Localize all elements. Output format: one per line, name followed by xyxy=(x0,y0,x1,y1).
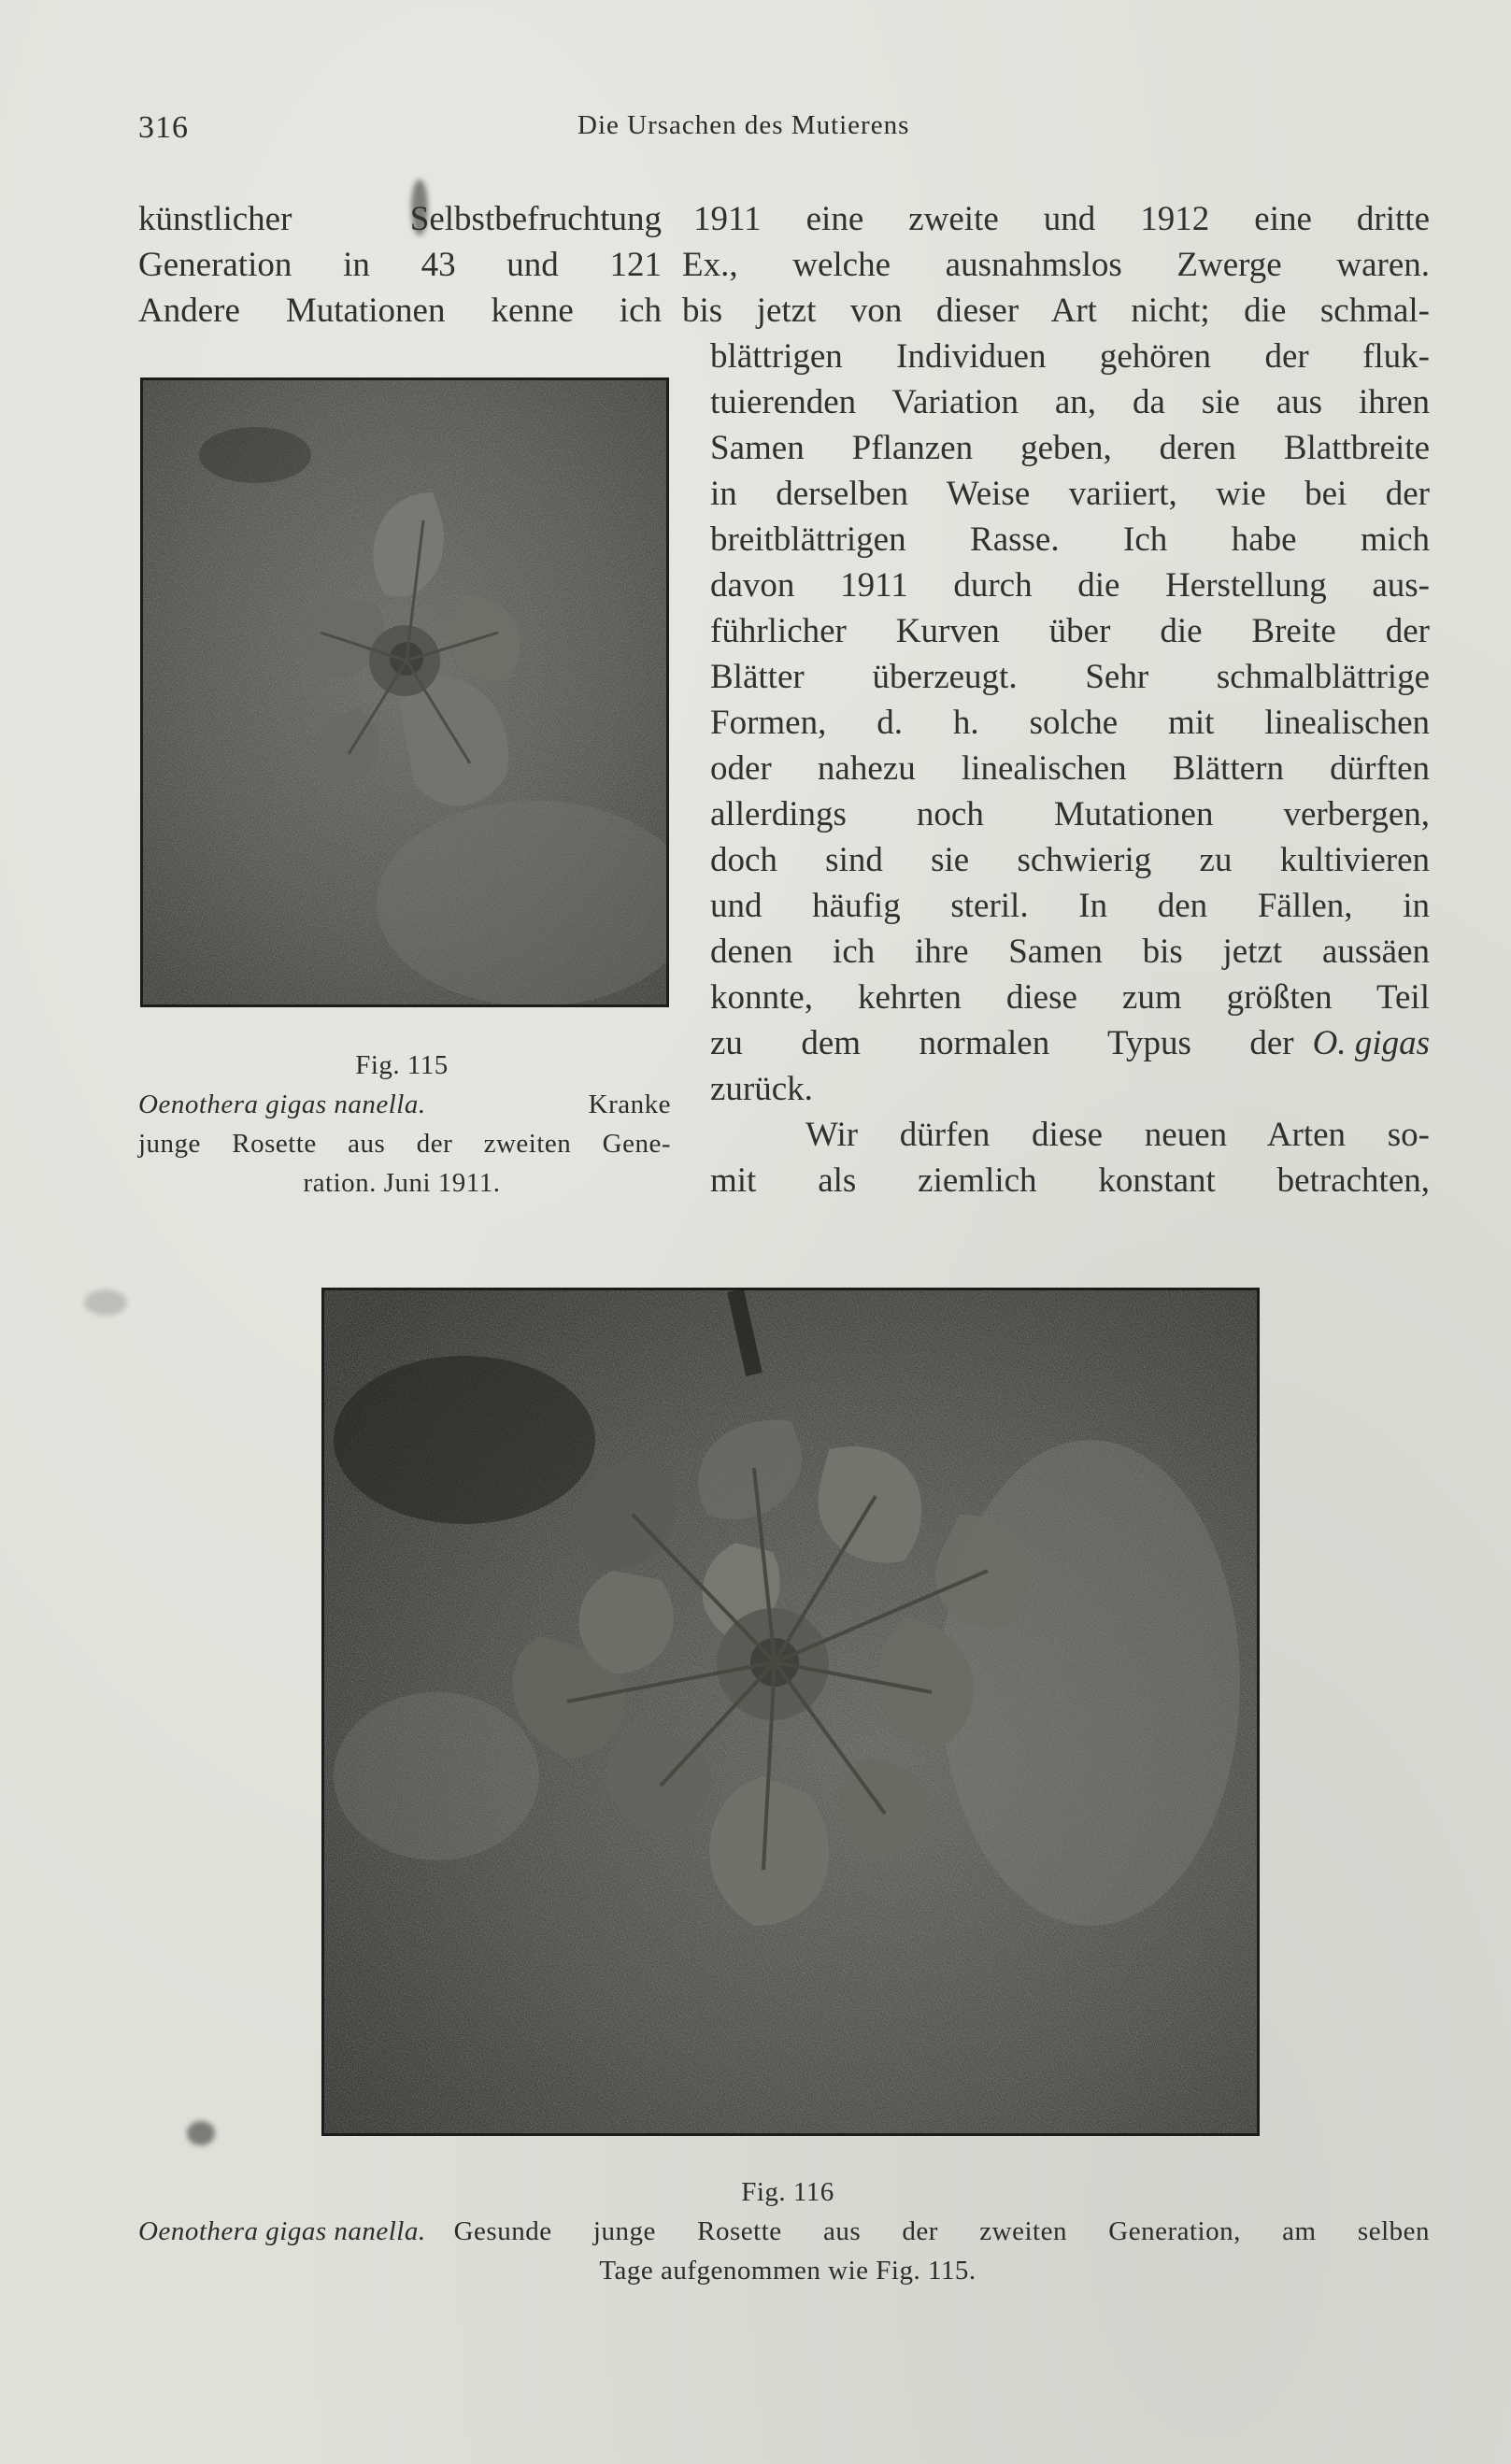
rosette-photo-small xyxy=(143,380,666,1004)
running-head: Die Ursachen des Mutierens xyxy=(577,110,910,140)
right-line: blättrigen Individuen gehören der fluk- xyxy=(710,337,1430,376)
right-line: breitblättrigen Rasse. Ich habe mich xyxy=(710,520,1430,559)
right-line: konnte, kehrten diese zum größten Teil xyxy=(710,978,1430,1017)
figure-115-label: Fig. 115 xyxy=(355,1050,449,1080)
right-line: Wir dürfen diese neuen Arten so- xyxy=(805,1116,1430,1154)
right-line: Formen, d. h. solche mit linealischen xyxy=(710,704,1430,742)
species-name: O. gigas xyxy=(1312,1024,1430,1062)
figure-115-caption-line-2: junge Rosette aus der zweiten Gene- xyxy=(138,1129,671,1159)
right-line: und häufig steril. In den Fällen, in xyxy=(710,887,1430,925)
right-line: Ex., welche ausnahmslos Zwerge waren. xyxy=(682,246,1430,284)
figure-115-species: Oenothera gigas nanella. xyxy=(138,1090,426,1119)
right-line: zurück. xyxy=(710,1070,813,1108)
page-header xyxy=(138,110,1437,157)
right-line: oder nahezu linealischen Blättern dürften xyxy=(710,749,1430,788)
figure-116-species: Oenothera gigas nanella. xyxy=(138,2216,426,2246)
figure-116-caption-line-1 xyxy=(138,2213,1430,2250)
right-line: führlicher Kurven über die Breite der xyxy=(710,612,1430,650)
rosette-photo-large xyxy=(324,1290,1257,2133)
right-line: in derselben Weise variiert, wie bei der xyxy=(710,475,1430,513)
figure-115-caption-text: Kranke xyxy=(588,1090,671,1119)
right-line: mit als ziemlich konstant betrachten, xyxy=(710,1161,1430,1200)
right-line-text: zu dem normalen Typus der xyxy=(710,1024,1294,1062)
figure-115-caption-line-1 xyxy=(138,1086,671,1123)
figure-116-photo xyxy=(321,1288,1260,2136)
right-line: denen ich ihre Samen bis jetzt aussäen xyxy=(710,933,1430,971)
page-number: 316 xyxy=(138,110,189,145)
left-line: Andere Mutationen kenne ich xyxy=(138,292,662,330)
right-line: tuierenden Variation an, da sie aus ihren xyxy=(710,383,1430,421)
right-line: davon 1911 durch die Herstellung aus- xyxy=(710,566,1430,605)
right-line: bis jetzt von dieser Art nicht; die schmal- xyxy=(682,292,1430,330)
left-line: künstlicher Selbstbefruchtung xyxy=(138,200,662,238)
right-line: Samen Pflanzen geben, deren Blattbreite xyxy=(710,429,1430,467)
figure-116-caption-line-2: Tage aufgenommen wie Fig. 115. xyxy=(599,2256,976,2286)
right-line: 1911 eine zweite und 1912 eine dritte xyxy=(693,200,1430,238)
figure-116-caption-text: Gesunde junge Rosette aus der zweiten Generation, am selben xyxy=(453,2216,1430,2246)
right-line: doch sind sie schwierig zu kultivieren xyxy=(710,841,1430,879)
left-line: Generation in 43 und 121 xyxy=(138,246,662,284)
ink-smudge xyxy=(84,1289,127,1316)
right-line-with-species xyxy=(710,1022,1430,1064)
figure-115-photo xyxy=(140,377,669,1007)
figure-115-caption-line-3: ration. Juni 1911. xyxy=(303,1168,501,1198)
ink-smudge xyxy=(187,2121,215,2145)
right-line: Blätter überzeugt. Sehr schmalblättrige xyxy=(710,658,1430,696)
right-line: allerdings noch Mutationen verbergen, xyxy=(710,795,1430,833)
figure-116-label: Fig. 116 xyxy=(741,2177,834,2207)
